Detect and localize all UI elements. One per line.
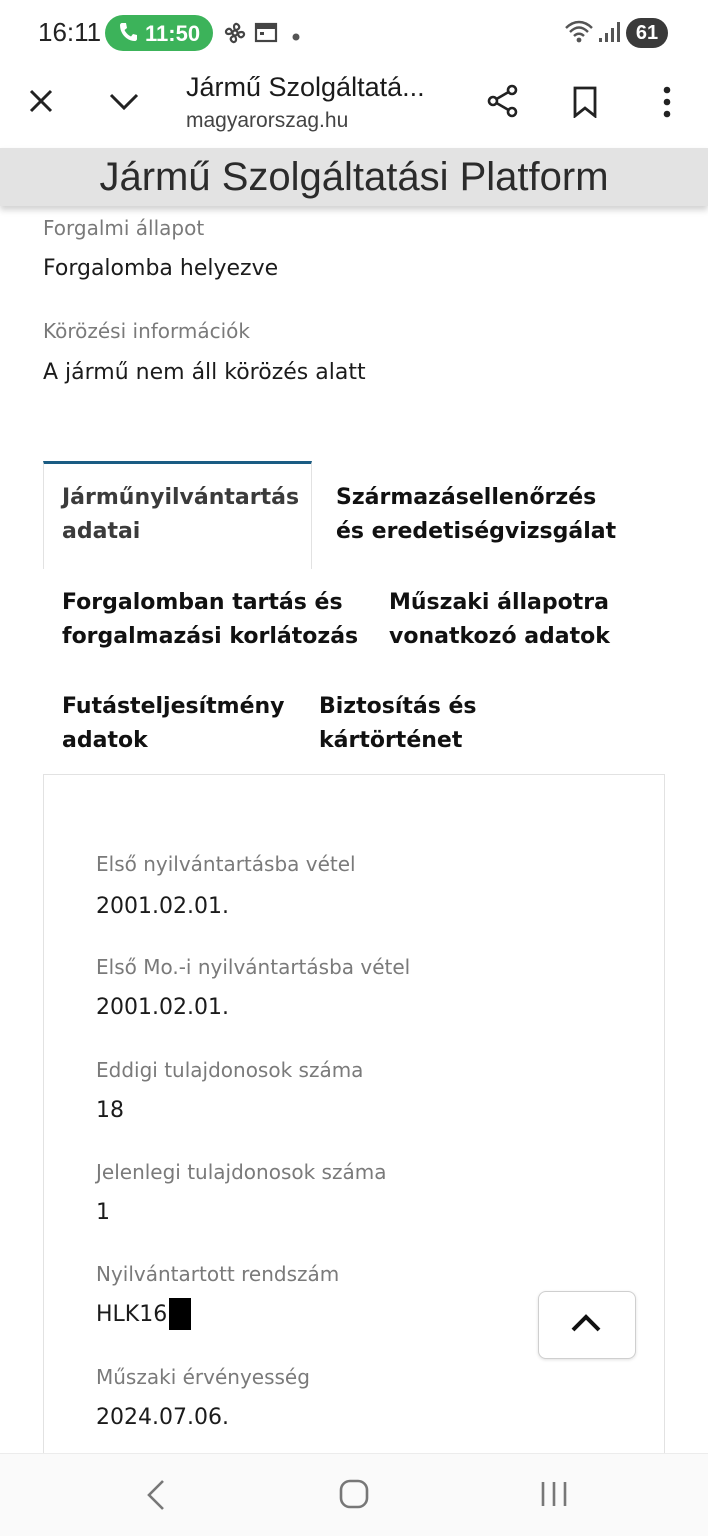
status-bar [0, 0, 708, 64]
home-icon[interactable] [339, 1478, 369, 1515]
tab-label-line: Forgalomban tartás és [62, 590, 343, 615]
tab-label-line: kártörténet [319, 728, 463, 753]
scroll-to-top-button[interactable] [538, 1291, 636, 1359]
wanted-info-label: Körözési információk [43, 319, 251, 343]
tab-label-line: forgalmazási korlátozás [62, 624, 359, 649]
field-label: Műszaki érvényesség [96, 1365, 310, 1389]
status-time: 16:11 [38, 17, 102, 47]
system-nav-bar [0, 1453, 708, 1536]
tab-label-line: Származásellenőrzés [336, 485, 597, 510]
call-time: 11:50 [145, 21, 201, 46]
tab-label-line: adatai [62, 519, 141, 544]
field-label: Nyilvántartott rendszám [96, 1262, 340, 1286]
chevron-up-icon [569, 1312, 603, 1334]
tab-label-line: Járműnyilvántartás [62, 485, 300, 510]
wifi-icon [564, 20, 594, 49]
site-header [0, 148, 708, 206]
traffic-status-label: Forgalmi állapot [43, 216, 205, 240]
tab-origin-check[interactable] [336, 481, 636, 549]
tab-label-line: Futásteljesítmény [62, 694, 285, 719]
chevron-down-icon[interactable] [108, 92, 140, 117]
tab-label-line: és eredetiségvizsgálat [336, 519, 617, 544]
field-value: 1 [96, 1200, 110, 1225]
share-icon[interactable] [486, 84, 520, 123]
tab-mileage[interactable] [62, 690, 362, 758]
more-options-icon[interactable] [662, 86, 672, 123]
field-value: 18 [96, 1098, 124, 1123]
wanted-info-value: A jármű nem áll körözés alatt [43, 360, 366, 385]
tab-insurance-history[interactable] [319, 690, 619, 758]
field-value: HLK16 [96, 1302, 168, 1327]
field-label: Első Mo.-i nyilvántartásba vétel [96, 955, 411, 979]
page-url: magyarorszag.hu [186, 109, 349, 132]
battery-indicator: 61 [626, 18, 668, 48]
back-icon[interactable] [145, 1478, 167, 1517]
close-icon[interactable] [28, 88, 54, 119]
fan-icon [222, 20, 248, 51]
field-value: 2001.02.01. [96, 894, 229, 919]
page-title: Jármű Szolgáltatá... [186, 72, 425, 102]
recent-apps-icon[interactable] [539, 1478, 569, 1515]
browser-toolbar [0, 64, 708, 148]
tab-label-line: vonatkozó adatok [389, 624, 610, 649]
field-label: Eddigi tulajdonosok száma [96, 1058, 364, 1082]
notification-dot-icon [292, 28, 300, 46]
calendar-icon [254, 20, 278, 49]
tab-label-line: adatok [62, 728, 148, 753]
signal-icon [598, 21, 620, 48]
tab-traffic-restrictions[interactable] [62, 586, 362, 654]
bookmark-icon[interactable] [572, 86, 598, 123]
field-label: Első nyilvántartásba vétel [96, 852, 356, 876]
tab-label-line: Biztosítás és [319, 694, 477, 719]
ongoing-call-pill[interactable] [105, 15, 213, 51]
tab-vehicle-registry-label[interactable] [62, 481, 362, 549]
field-label: Jelenlegi tulajdonosok száma [96, 1160, 387, 1184]
field-value: 2001.02.01. [96, 995, 229, 1020]
phone-icon [118, 21, 138, 49]
field-value: 2024.07.06. [96, 1405, 229, 1430]
site-header-title: Jármű Szolgáltatási Platform [99, 155, 609, 199]
tab-technical-condition[interactable] [389, 586, 689, 654]
traffic-status-value: Forgalomba helyezve [43, 256, 279, 281]
redaction-box [169, 1298, 191, 1330]
tab-label-line: Műszaki állapotra [389, 590, 609, 615]
